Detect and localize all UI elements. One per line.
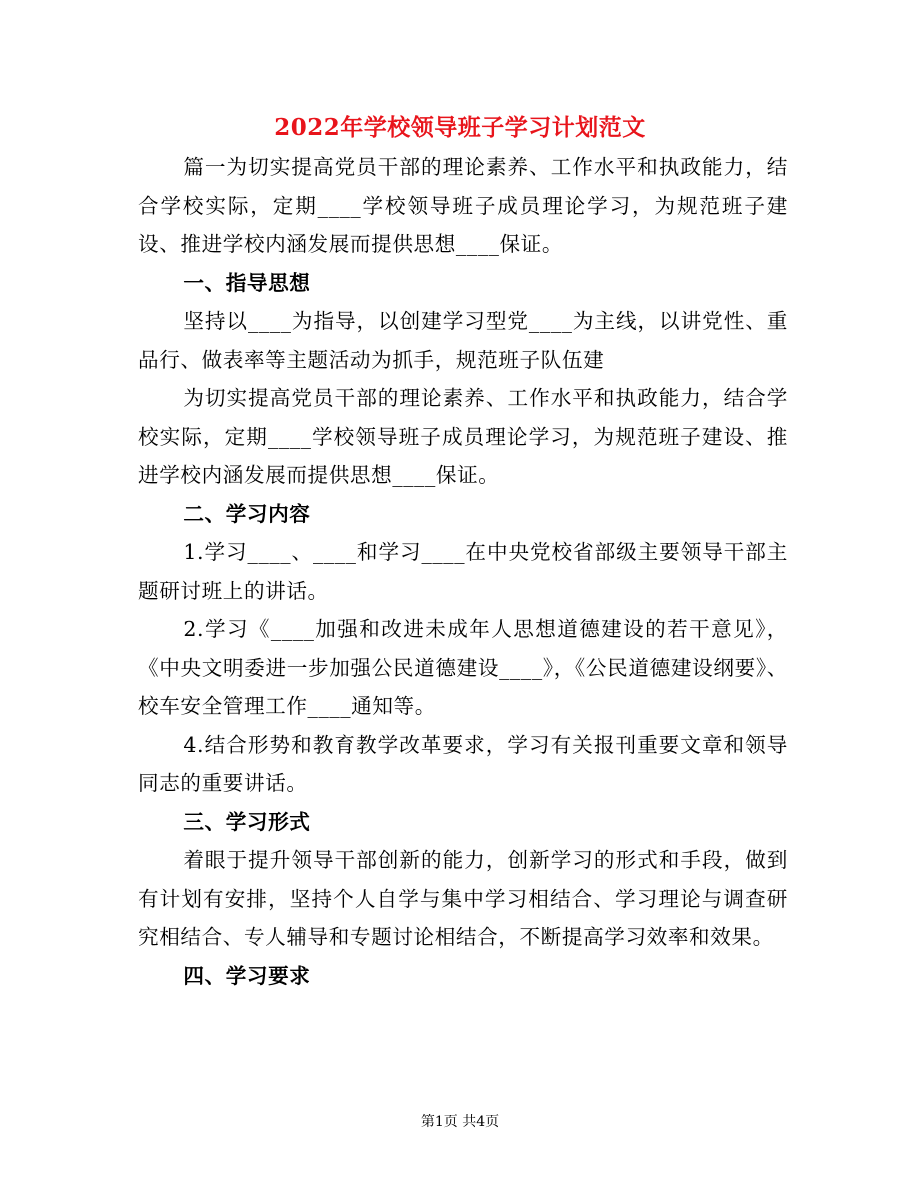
- paragraph-study-item-2: 2.学习《____加强和改进未成年人思想道德建设的若干意见》，《中央文明委进一步加强公民道德建设____》，《公民道德建设纲要》、校车安全管理工作____通知等。: [138, 617, 788, 718]
- document-body: [138, 148, 788, 995]
- paragraph-study-item-4: 4.结合形势和教育教学改革要求，学习有关报刊重要文章和领导同志的重要讲话。: [138, 732, 788, 795]
- paragraph-purpose: 为切实提高党员干部的理论素养、工作水平和执政能力，结合学校实际，定期____学校领导班子成员理论学习，为规范班子建设、推进学校内涵发展而提供思想____保证。: [138, 386, 788, 487]
- section-heading-study-form: 三、学习形式: [183, 809, 311, 834]
- section-heading-guiding-ideology: 一、指导思想: [183, 270, 311, 295]
- section-heading-study-content: 二、学习内容: [183, 501, 311, 526]
- document-title: 2022年学校领导班子学习计划范文: [274, 114, 646, 141]
- paragraph-intro: 篇一为切实提高党员干部的理论素养、工作水平和执政能力，结合学校实际，定期____学校领导班子成员理论学习，为规范班子建设、推进学校内涵发展而提供思想____保证。: [138, 155, 788, 256]
- paragraph-study-form: 着眼于提升领导干部创新的能力，创新学习的形式和手段，做到有计划有安排，坚持个人自学与集中学习相结合、学习理论与调查研究相结合、专人辅导和专题讨论相结合，不断提高学习效率和效果。: [138, 848, 788, 949]
- section-heading-study-requirements: 四、学习要求: [183, 963, 311, 988]
- paragraph-study-item-1: 1.学习____、____和学习____在中央党校省部级主要领导干部主题研讨班上的讲话。: [138, 540, 788, 603]
- paragraph-guiding-ideology: 坚持以____为指导，以创建学习型党____为主线，以讲党性、重品行、做表率等主题活动为抓手，规范班子队伍建: [138, 309, 788, 372]
- page-number-footer: 第1页 共4页: [420, 1114, 500, 1130]
